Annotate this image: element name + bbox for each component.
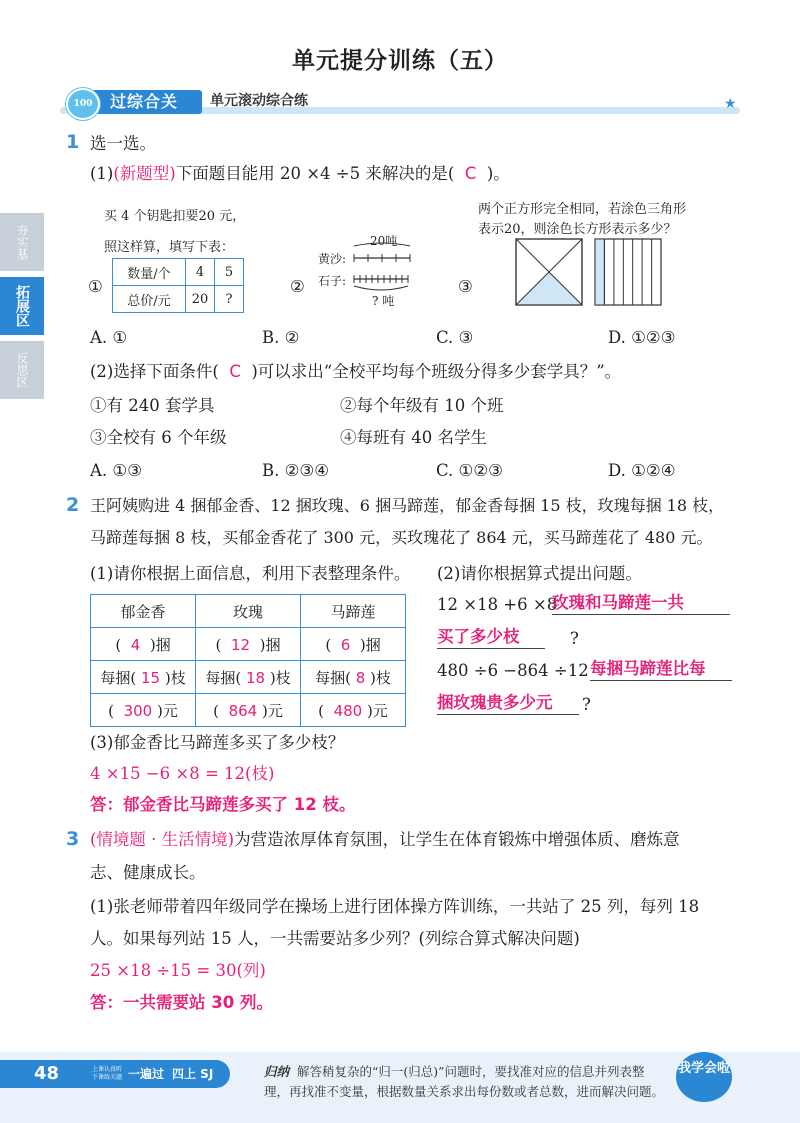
q3-answer: 答：一共需要站 30 列。: [90, 993, 273, 1012]
tip-line1: 解答稍复杂的“归一(归总)”问题时，要找准对应的信息并列表整: [297, 1064, 645, 1079]
q2-number: 2: [66, 494, 80, 516]
paren: (: [215, 635, 222, 654]
q1-p1-text: 下面题目能用 20 ×4 ÷5 来解决的是(: [175, 164, 455, 183]
table-cell: 数量/个: [113, 259, 186, 286]
footer-slogan-1: 上课认真听: [92, 1066, 123, 1073]
q1-p1-end: )。: [486, 164, 510, 183]
unit: )枝: [164, 668, 186, 687]
q2-p3: (3)郁金香比马蹄莲多买了多少枝？: [90, 733, 345, 752]
ans2-a-text: 每捆马蹄莲比每: [590, 658, 732, 681]
prefix: 每捆(: [205, 668, 242, 687]
footer-grade: 四上 SJ: [172, 1067, 214, 1081]
q1-p2-cond-1: ①有 240 套学具: [90, 396, 215, 415]
table-cell: [301, 661, 406, 694]
q2-ans1-a: [552, 592, 730, 615]
table-row: [113, 286, 244, 313]
q1-p2: [90, 361, 621, 383]
table-header: 玫瑰: [196, 595, 301, 628]
star-icon: ★: [724, 96, 737, 112]
opt3-marker: ③: [458, 277, 473, 296]
footer-brand: 一遍过: [128, 1067, 165, 1081]
table-cell: [196, 661, 301, 694]
table-row: [113, 259, 244, 286]
q3-calc: 25 ×18 ÷15 = 30(列): [90, 961, 266, 980]
table-answer: 8: [355, 668, 366, 687]
opt1-marker: ①: [88, 277, 103, 296]
table-row: [91, 694, 406, 727]
q3-tag: (情境题 · 生活情境): [90, 830, 235, 849]
q3-line1-text: 为营造浓厚体育氛围，让学生在体育锻炼中增强体质、磨炼意: [234, 830, 680, 849]
unit: )枝: [269, 668, 291, 687]
q1-number: 1: [66, 131, 80, 153]
paren: (: [108, 701, 115, 720]
q2-ans2-a: [590, 658, 732, 681]
unit: )捆: [359, 635, 381, 654]
paren: (: [318, 701, 325, 720]
q3-p1-line1: (1)张老师带着四年级同学在操场上进行团体操方阵训练，一共站了 25 列，每列 18: [90, 897, 700, 916]
opt2-row2: 石子:: [318, 274, 347, 288]
q2-p1: (1)请你根据上面信息，利用下表整理条件。: [90, 564, 411, 583]
table-answer: 6: [340, 635, 351, 654]
q1-p2-cond-4: ④每班有 40 名学生: [340, 428, 487, 447]
table-cell: [91, 661, 196, 694]
table-answer: 480: [333, 701, 363, 720]
q3-number: 3: [66, 828, 80, 850]
q1-p2-text: )可以求出“全校平均每个班级分得多少套学具？”。: [251, 362, 622, 381]
prefix: 每捆(: [100, 668, 137, 687]
side-tab-3[interactable]: 反思区: [0, 341, 44, 399]
paren: (: [213, 701, 220, 720]
prefix: 每捆(: [315, 668, 351, 687]
q2-expr1: 12 ×18 +6 ×8: [437, 595, 558, 614]
table-cell: 20: [186, 286, 215, 313]
q1-p1-tag: (新题型): [113, 164, 176, 183]
q1-p1-choice-a[interactable]: A. ①: [90, 328, 128, 347]
opt1-line2: 照这样算，填写下表：: [104, 240, 235, 255]
q1-p1-prefix: (1): [90, 164, 114, 183]
paren: (: [115, 635, 122, 654]
section-banner: [60, 88, 740, 118]
q2-qmark1: ?: [570, 629, 579, 648]
badge-icon: 100: [66, 88, 100, 120]
table-answer: 15: [140, 668, 161, 687]
unit: )元: [366, 701, 388, 720]
page-number: 48: [34, 1063, 60, 1084]
unit: )枝: [370, 668, 391, 687]
opt1-table: [112, 258, 244, 313]
opt2-row1: 黄沙:: [318, 252, 347, 266]
q1-p2-choice-c[interactable]: C. ①②③: [436, 461, 503, 480]
q2-ans1-b: [437, 626, 545, 649]
opt3-line2: 表示20，则涂色长方形表示多少？: [478, 222, 677, 237]
q1-p2-choice-b[interactable]: B. ②③④: [262, 461, 329, 480]
table-cell: 总价/元: [113, 286, 186, 313]
table-header: 郁金香: [91, 595, 196, 628]
q2-line1: 王阿姨购进 4 捆郁金香、12 捆玫瑰、6 捆马蹄莲，郁金香每捆 15 枝，玫瑰每捆 18 枝，: [90, 496, 725, 515]
q2-expr2: 480 ÷6 −864 ÷12: [437, 661, 589, 680]
ans1-b-text: 买了多少枝: [437, 626, 545, 649]
side-tab-2[interactable]: 拓展区: [0, 277, 44, 335]
opt2-bottom-label: ? 吨: [372, 294, 395, 308]
section-subtitle: 单元滚动综合练: [210, 93, 308, 109]
side-tab-1[interactable]: 夯实基: [0, 213, 44, 271]
table-cell: 5: [215, 259, 244, 286]
footer-tip: [264, 1062, 664, 1102]
q3-line2: 志、健康成长。: [90, 863, 206, 882]
tip-line2: 理，再找准不变量，根据数量关系求出每份数或者总数，进而解决问题。: [264, 1084, 665, 1099]
q2-p3-answer: 答：郁金香比马蹄莲多买了 12 枝。: [90, 795, 356, 814]
table-row: [91, 661, 406, 694]
unit: )捆: [259, 635, 281, 654]
q1-p2-choice-d[interactable]: D. ①②④: [608, 461, 676, 480]
table-answer: 4: [130, 635, 141, 654]
opt2-marker: ②: [290, 277, 305, 296]
q1-p1-choice-b[interactable]: B. ②: [262, 328, 300, 347]
table-answer: 300: [123, 701, 153, 720]
q2-p3-calc: 4 ×15 −6 ×8 = 12(枝): [90, 764, 275, 783]
footer-slogan-2: 下课练关题: [92, 1074, 123, 1081]
q1-p1-choice-c[interactable]: C. ③: [436, 328, 474, 347]
unit: )捆: [149, 635, 171, 654]
table-answer: 18: [245, 668, 266, 687]
q2-p2: (2)请你根据算式提出问题。: [437, 564, 642, 583]
q1-p1: [90, 163, 510, 185]
q1-p2-answer: C: [229, 362, 241, 381]
paren: (: [325, 635, 332, 654]
q1-p2-cond-2: ②每个年级有 10 个班: [340, 396, 504, 415]
table-answer: 12: [230, 635, 251, 654]
opt2-top-label: 20吨: [370, 234, 398, 248]
squares-diagram: [515, 238, 665, 306]
table-cell: 4: [186, 259, 215, 286]
opt1-line1: 买 4 个钥匙扣要20 元，: [104, 209, 246, 224]
table-cell: [91, 694, 196, 727]
ans1-a-text: 玫瑰和马蹄莲一共: [552, 592, 730, 615]
table-cell: [196, 694, 301, 727]
table-cell: ?: [215, 286, 244, 313]
table-header: 马蹄莲: [301, 595, 406, 628]
table-row: [91, 595, 406, 628]
footer: [0, 1052, 800, 1123]
page-title: 单元提分训练（五）: [292, 48, 508, 74]
q1-p2-cond-3: ③全校有 6 个年级: [90, 428, 227, 447]
q2-table: [90, 594, 406, 727]
tip-label: 归纳: [264, 1064, 290, 1079]
q2-ans2-b: [437, 692, 579, 715]
table-cell: [91, 628, 196, 661]
section-tag: 过综合关: [86, 90, 202, 114]
table-row: [91, 628, 406, 661]
q1-p1-answer: C: [464, 164, 477, 183]
q3-p1-line2: 人。如果每列站 15 人，一共需要站多少列？(列综合算式解决问题): [90, 929, 580, 948]
corner-badge: 我学会啦: [676, 1052, 732, 1102]
table-cell: [196, 628, 301, 661]
side-tabs: [0, 213, 44, 401]
table-cell: [301, 628, 406, 661]
q2-qmark2: ?: [582, 695, 591, 714]
unit: )元: [261, 701, 283, 720]
q1-stem: 选一选。: [90, 134, 156, 153]
q1-p2-prefix: (2)选择下面条件(: [90, 362, 219, 381]
ans2-b-text: 捆玫瑰贵多少元: [437, 692, 579, 715]
unit: )元: [156, 701, 178, 720]
opt3-line1: 两个正方形完全相同，若涂色三角形: [478, 202, 687, 217]
q2-line2: 马蹄莲每捆 8 枝，买郁金香花了 300 元，买玫瑰花了 864 元，买马蹄莲花了 480 元。: [90, 528, 713, 547]
line-segment-diagram: [350, 240, 420, 296]
q1-p2-choice-a[interactable]: A. ①③: [90, 461, 142, 480]
q1-p1-choice-d[interactable]: D. ①②③: [608, 328, 676, 347]
table-answer: 864: [228, 701, 258, 720]
table-cell: [301, 694, 406, 727]
q3-line1: [90, 829, 680, 851]
